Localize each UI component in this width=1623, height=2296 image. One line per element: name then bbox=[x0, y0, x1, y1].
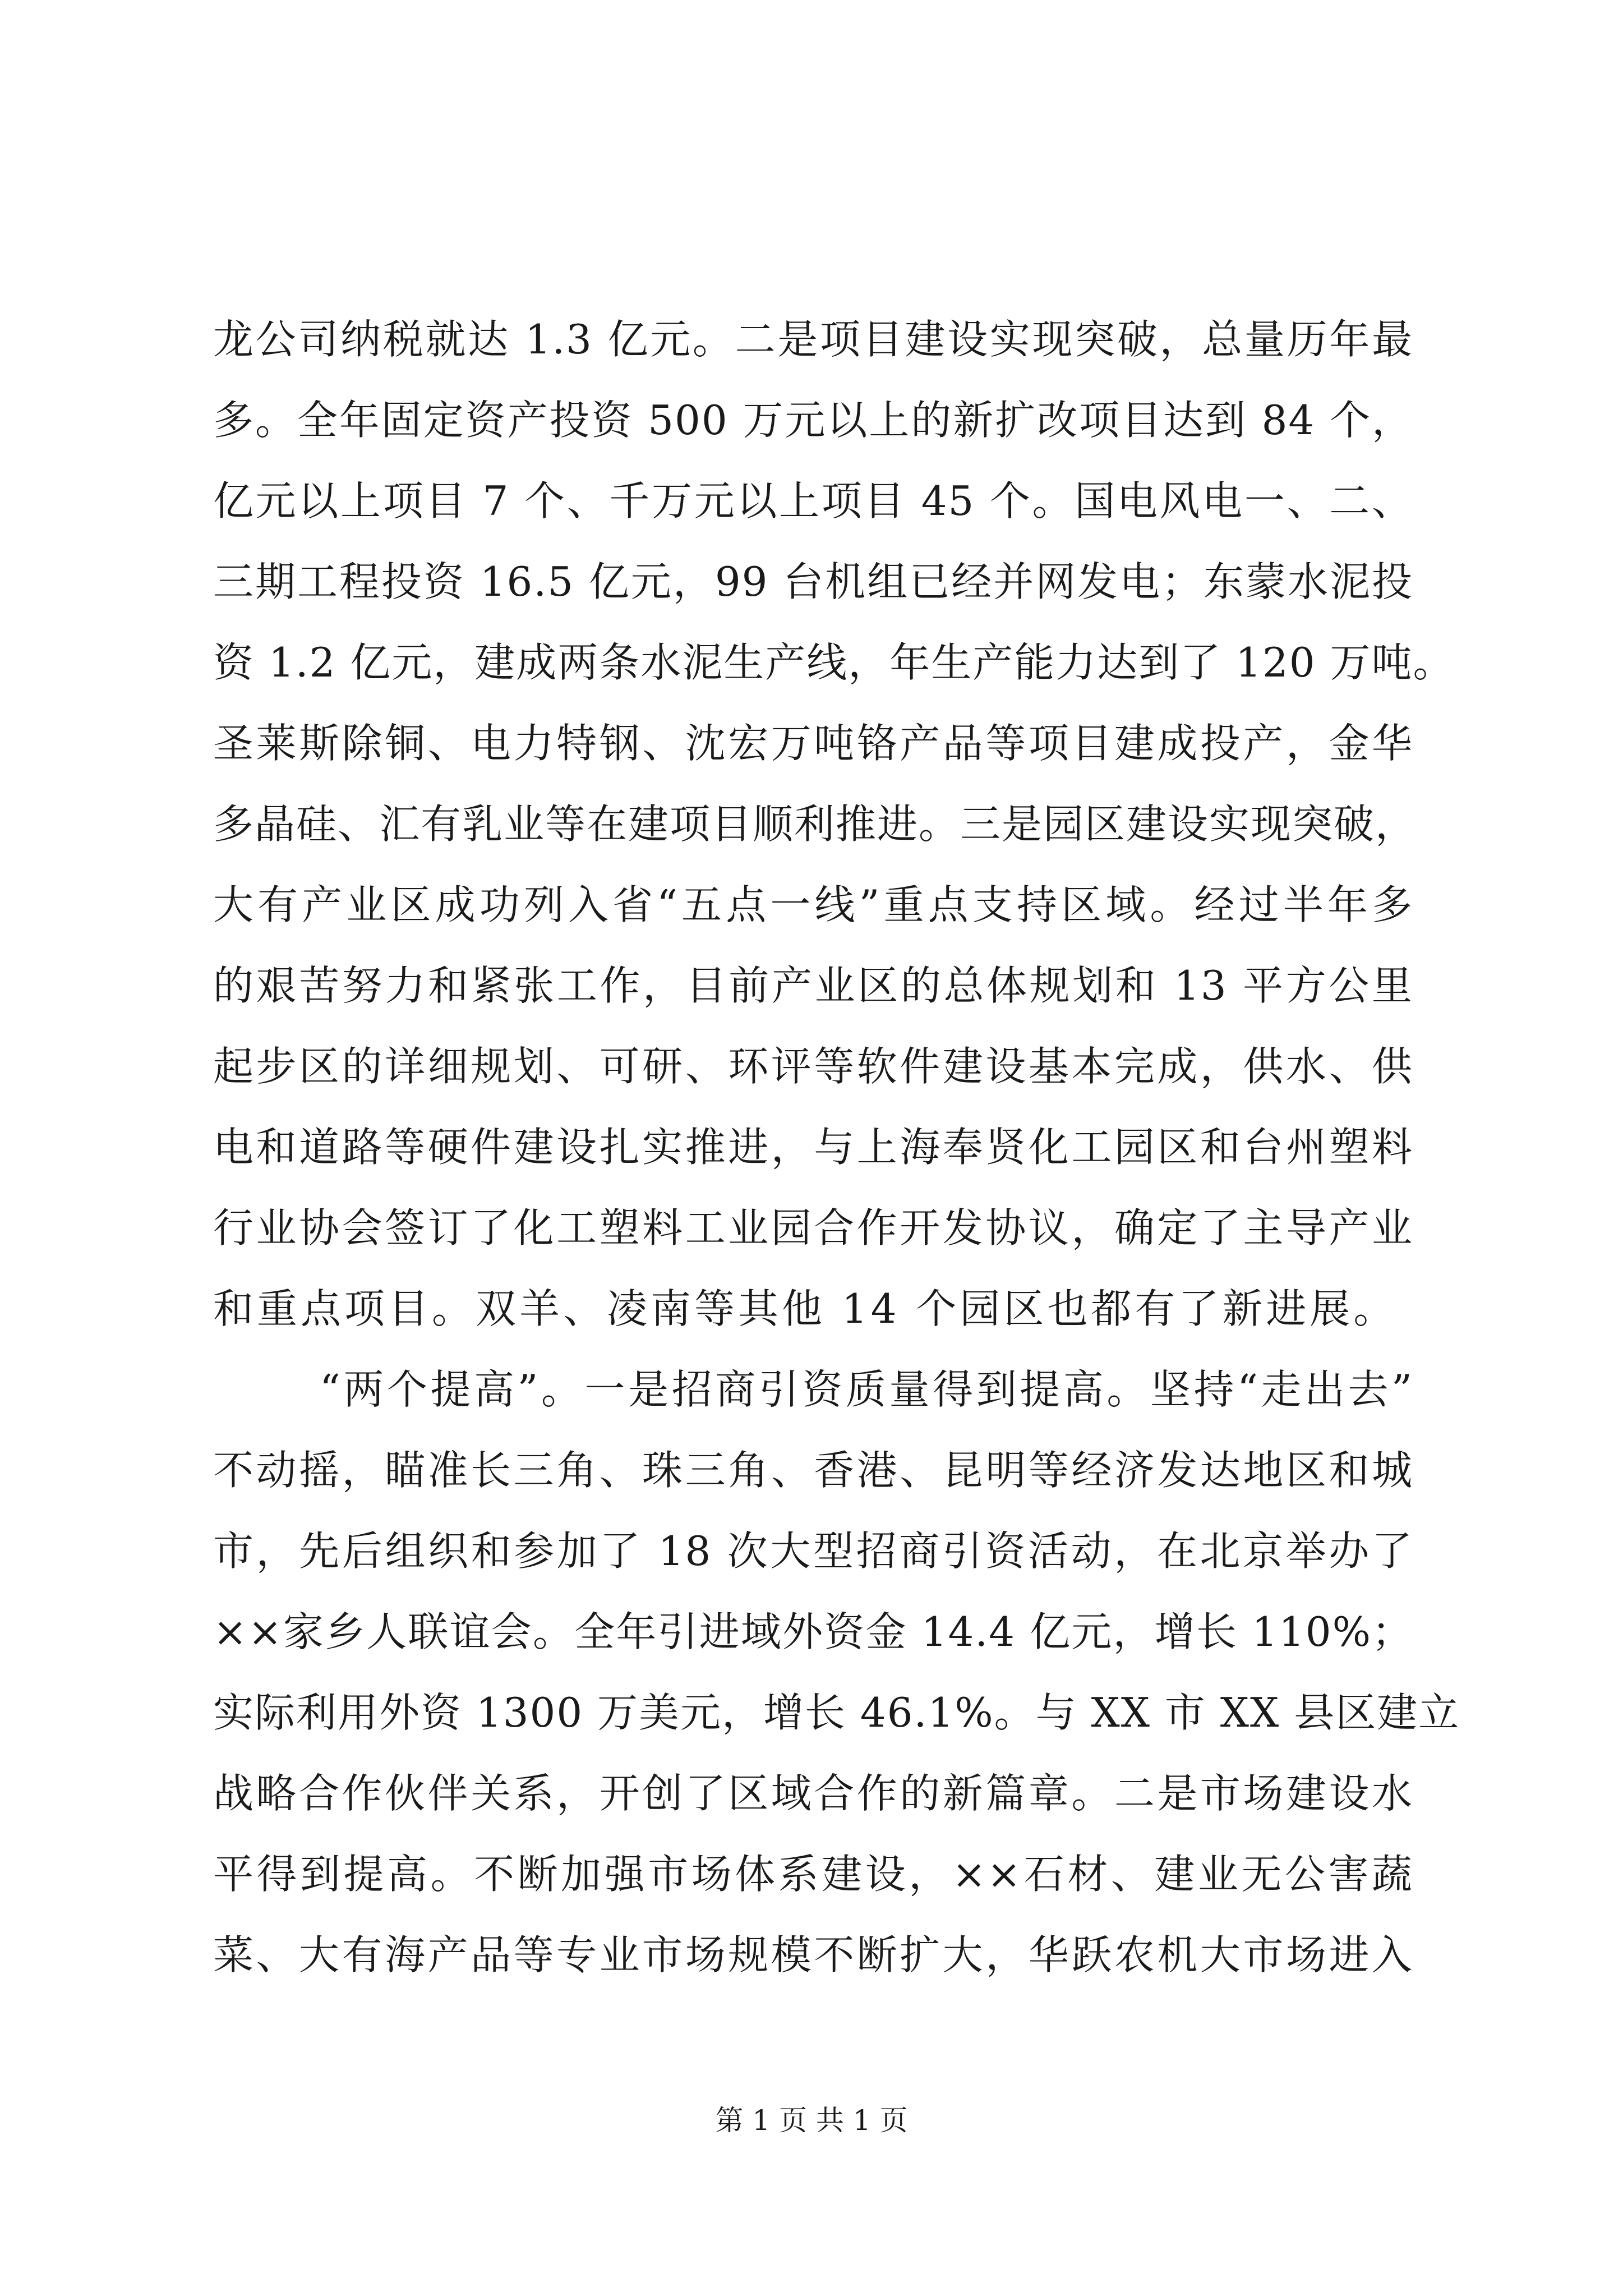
text-line: 资 1.2 亿元，建成两条水泥生产线，年生产能力达到了 120 万吨。 bbox=[213, 639, 1455, 686]
page-number-footer: 第 1 页 共 1 页 bbox=[715, 2104, 908, 2137]
text-line: 的艰苦努力和紧张工作，目前产业区的总体规划和 13 平方公里 bbox=[213, 962, 1413, 1009]
text-line: 亿元以上项目 7 个、千万元以上项目 45 个。国电风电一、二、 bbox=[213, 477, 1413, 524]
text-line: 圣莱斯除铜、电力特钢、沈宏万吨铬产品等项目建成投产，金华 bbox=[213, 720, 1413, 767]
text-line: 实际利用外资 1300 万美元，增长 46.1%。与 XX 市 XX 县区建立 bbox=[213, 1689, 1460, 1736]
text-line: 三期工程投资 16.5 亿元，99 台机组已经并网发电；东蒙水泥投 bbox=[213, 558, 1413, 605]
text-line: 大有产业区成功列入省“五点一线”重点支持区域。经过半年多 bbox=[213, 881, 1413, 928]
text-line: 和重点项目。双羊、凌南等其他 14 个园区也都有了新进展。 bbox=[213, 1285, 1398, 1332]
text-line: 多。全年固定资产投资 500 万元以上的新扩改项目达到 84 个， bbox=[213, 397, 1413, 444]
paragraph-first-line: “两个提高”。一是招商引资质量得到提高。坚持“走出去” bbox=[320, 1366, 1413, 1413]
text-line: 行业协会签订了化工塑料工业园合作开发协议，确定了主导产业 bbox=[213, 1204, 1413, 1251]
text-line: 不动摇，瞄准长三角、珠三角、香港、昆明等经济发达地区和城 bbox=[213, 1447, 1413, 1494]
text-line: 龙公司纳税就达 1.3 亿元。二是项目建设实现突破，总量历年最 bbox=[213, 316, 1413, 363]
text-line: 电和道路等硬件建设扎实推进，与上海奉贤化工园区和台州塑料 bbox=[213, 1124, 1413, 1171]
text-line: 起步区的详细规划、可研、环评等软件建设基本完成，供水、供 bbox=[213, 1043, 1413, 1090]
text-line: 战略合作伙伴关系，开创了区域合作的新篇章。二是市场建设水 bbox=[213, 1770, 1413, 1817]
text-line: ××家乡人联谊会。全年引进域外资金 14.4 亿元，增长 110%； bbox=[213, 1608, 1413, 1655]
text-line: 菜、大有海产品等专业市场规模不断扩大，华跃农机大市场进入 bbox=[213, 1931, 1413, 1978]
text-line: 多晶硅、汇有乳业等在建项目顺利推进。三是园区建设实现突破， bbox=[213, 800, 1417, 848]
text-line: 平得到提高。不断加强市场体系建设，××石材、建业无公害蔬 bbox=[213, 1851, 1413, 1898]
text-line: 市，先后组织和参加了 18 次大型招商引资活动，在北京举办了 bbox=[213, 1527, 1413, 1575]
